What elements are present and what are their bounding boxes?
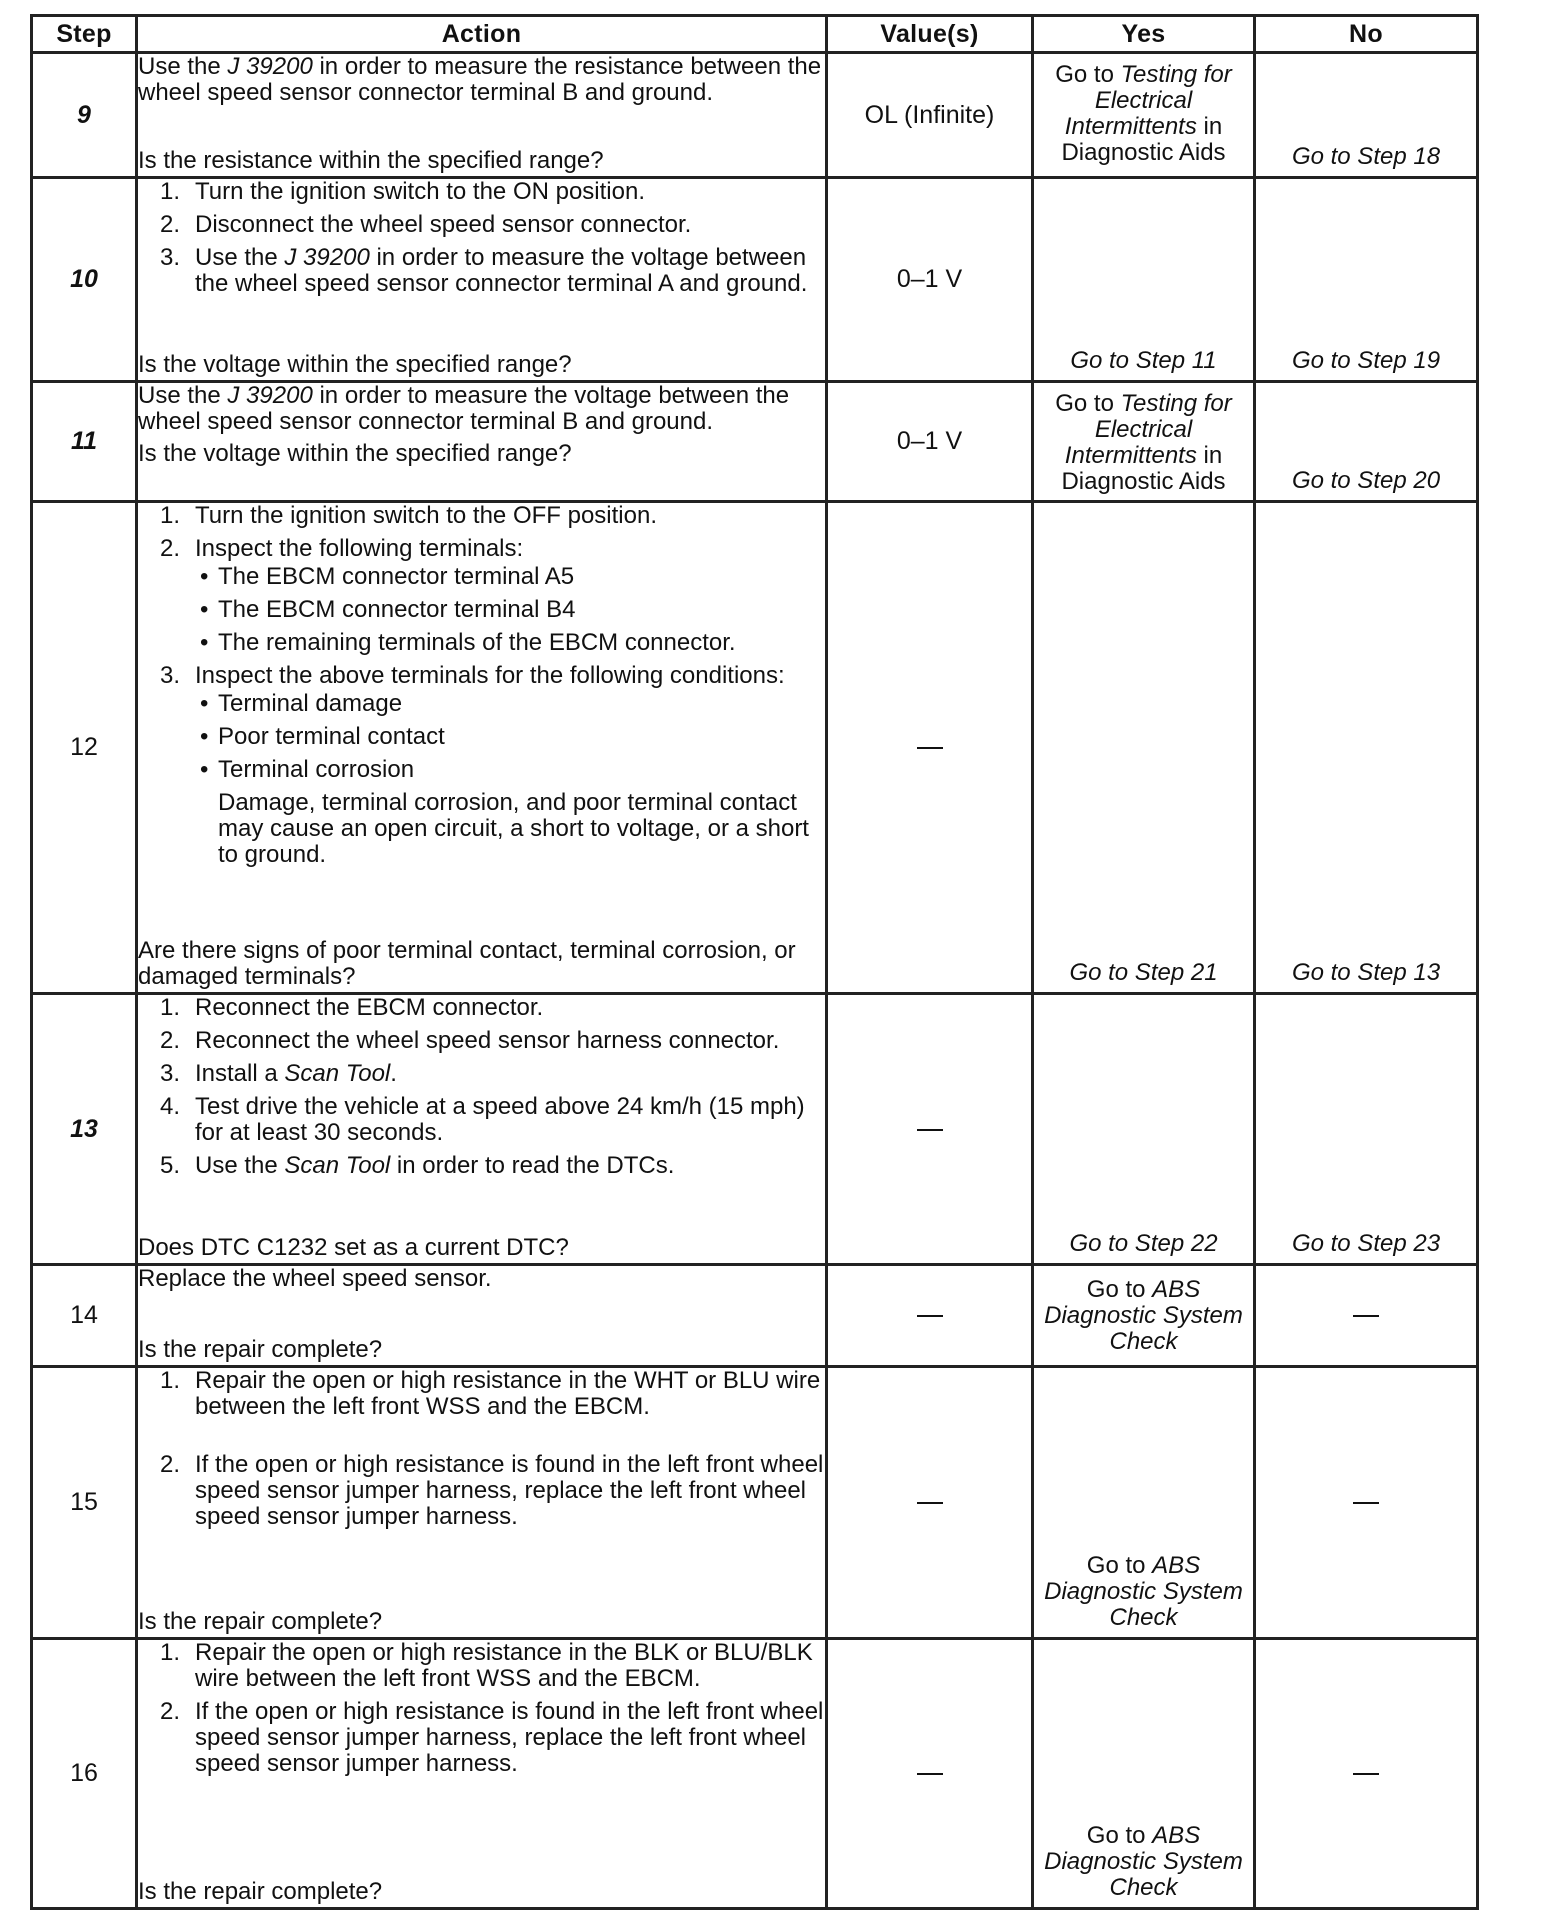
dash-icon	[917, 1129, 943, 1131]
value-cell	[827, 502, 1033, 994]
yes-link[interactable]: Go to Testing for Electrical Intermittents in Diagnostic Aids	[1055, 390, 1232, 495]
no-cell	[1255, 382, 1478, 502]
dash-icon	[917, 747, 943, 749]
condition-list	[195, 691, 825, 783]
condition-note: Damage, terminal corrosion, and poor terminal contact may cause an open circuit, a short to voltage, or a short to ground.	[218, 789, 809, 868]
dash-icon	[1353, 1502, 1379, 1504]
header-action: Action	[137, 16, 827, 53]
action-cell	[137, 1265, 827, 1367]
header-row	[32, 16, 1478, 53]
list-item: • The EBCM connector terminal B4	[195, 597, 825, 623]
table-row-step-9	[32, 53, 1478, 178]
value-cell	[827, 1367, 1033, 1639]
yes-link[interactable]: Go to Step 22	[1069, 1230, 1218, 1257]
header-yes: Yes	[1033, 16, 1255, 53]
action-question: Is the resistance within the specified range?	[138, 147, 604, 174]
step-number: 9	[32, 53, 137, 178]
table-row-step-16	[32, 1639, 1478, 1909]
dash-icon	[1353, 1315, 1379, 1317]
yes-link[interactable]: Go to Testing for Electrical Intermittents in Diagnostic Aids	[1055, 61, 1232, 166]
table-row-step-15	[32, 1367, 1478, 1639]
list-item: 3. Install a Scan Tool.	[160, 1060, 397, 1087]
action-question: Does DTC C1232 set as a current DTC?	[138, 1234, 569, 1261]
step-number: 13	[32, 994, 137, 1265]
dash-icon	[917, 1773, 943, 1775]
action-text: Use the J 39200 in order to measure the resistance between the wheel speed sensor connector terminal B and ground.	[138, 53, 822, 106]
dash-icon	[1353, 1773, 1379, 1775]
action-cell	[137, 382, 827, 502]
value-cell	[827, 1639, 1033, 1909]
value-cell: 0–1 V	[827, 382, 1033, 502]
yes-cell	[1033, 1367, 1255, 1639]
action-cell	[137, 502, 827, 994]
action-steps	[138, 1368, 825, 1530]
action-question: Is the voltage within the specified range?	[138, 440, 572, 467]
no-link[interactable]: Go to Step 19	[1291, 347, 1441, 374]
yes-cell	[1033, 178, 1255, 382]
action-steps	[138, 503, 825, 868]
diagnostic-procedure-table	[30, 14, 1479, 1910]
table-row-step-14	[32, 1265, 1478, 1367]
list-item: 2. Reconnect the wheel speed sensor harness connector.	[160, 1027, 780, 1054]
action-text: Use the J 39200 in order to measure the voltage between the wheel speed sensor connector terminal B and ground.	[138, 382, 790, 435]
yes-cell	[1033, 1639, 1255, 1909]
table-row-step-12	[32, 502, 1478, 994]
dash-icon	[917, 1502, 943, 1504]
step-number: 11	[32, 382, 137, 502]
header-step: Step	[32, 16, 137, 53]
dash-icon	[917, 1315, 943, 1317]
list-item: 3. Inspect the above terminals for the following conditions: • Terminal damage • Poor terminal contact • Terminal corrosion Damage, terminal corrosion, and poor terminal contact may cause an open circuit, a short to voltage, or a short to ground.	[138, 663, 825, 868]
step-number: 12	[32, 502, 137, 994]
list-item: 2. Disconnect the wheel speed sensor connector.	[160, 211, 692, 238]
no-link[interactable]: Go to Step 18	[1291, 143, 1441, 170]
list-item: • The EBCM connector terminal A5	[195, 564, 825, 590]
step-number: 15	[32, 1367, 137, 1639]
list-item: • Terminal damage	[195, 691, 825, 717]
action-steps	[138, 995, 825, 1179]
action-question: Is the voltage within the specified range?	[138, 351, 572, 378]
no-link[interactable]: Go to Step 23	[1291, 1230, 1441, 1257]
step-number: 16	[32, 1639, 137, 1909]
action-steps	[138, 179, 825, 297]
no-cell	[1255, 1367, 1478, 1639]
value-cell	[827, 994, 1033, 1265]
list-item: 1. Turn the ignition switch to the ON position.	[160, 178, 645, 205]
action-question: Is the repair complete?	[138, 1336, 383, 1363]
list-item: 3. Use the J 39200 in order to measure the voltage between the wheel speed sensor connector terminal A and ground.	[160, 244, 808, 297]
list-item: 2. If the open or high resistance is found in the left front wheel speed sensor jumper harness, replace the left front wheel speed sensor jumper harness.	[160, 1451, 824, 1530]
table-row-step-10	[32, 178, 1478, 382]
yes-link[interactable]: Go to ABS Diagnostic System Check	[1044, 1275, 1243, 1355]
yes-link[interactable]: Go to Step 11	[1070, 347, 1217, 374]
action-cell	[137, 53, 827, 178]
yes-cell	[1033, 382, 1255, 502]
list-item: • Poor terminal contact	[195, 724, 825, 750]
terminal-list	[195, 564, 825, 656]
no-cell	[1255, 502, 1478, 994]
no-cell	[1255, 994, 1478, 1265]
no-cell	[1255, 178, 1478, 382]
list-item: • The remaining terminals of the EBCM connector.	[195, 630, 825, 656]
action-cell	[137, 994, 827, 1265]
action-question: Is the repair complete?	[138, 1878, 383, 1905]
header-no: No	[1255, 16, 1478, 53]
step-number: 14	[32, 1265, 137, 1367]
no-cell	[1255, 53, 1478, 178]
list-item: 1. Repair the open or high resistance in the BLK or BLU/BLK wire between the left front WSS and the EBCM.	[160, 1639, 813, 1692]
table-row-step-11	[32, 382, 1478, 502]
action-question: Is the repair complete?	[138, 1608, 383, 1635]
action-question: Are there signs of poor terminal contact, terminal corrosion, or damaged terminals?	[138, 937, 796, 990]
list-item: 1. Reconnect the EBCM connector.	[160, 994, 544, 1021]
yes-link[interactable]: Go to ABS Diagnostic System Check	[1044, 1822, 1243, 1901]
header-values: Value(s)	[827, 16, 1033, 53]
action-cell	[137, 1639, 827, 1909]
list-item: 5. Use the Scan Tool in order to read the DTCs.	[160, 1152, 675, 1179]
yes-cell	[1033, 53, 1255, 178]
no-cell	[1255, 1639, 1478, 1909]
list-item: 2. Inspect the following terminals: • The EBCM connector terminal A5 • The EBCM connector terminal B4 • The remaining terminals of the EBCM connector.	[138, 536, 825, 656]
no-cell	[1255, 1265, 1478, 1367]
list-item: • Terminal corrosion	[195, 757, 825, 783]
list-item: 1. Repair the open or high resistance in the WHT or BLU wire between the left front WSS and the EBCM.	[160, 1367, 821, 1420]
yes-link[interactable]: Go to Step 21	[1069, 959, 1218, 986]
value-cell: OL (Infinite)	[827, 53, 1033, 178]
step-number: 10	[32, 178, 137, 382]
value-cell: 0–1 V	[827, 178, 1033, 382]
action-steps	[138, 1640, 825, 1777]
list-item: 2. If the open or high resistance is found in the left front wheel speed sensor jumper harness, replace the left front wheel speed sensor jumper harness.	[160, 1698, 824, 1777]
action-cell	[137, 178, 827, 382]
yes-cell	[1033, 502, 1255, 994]
table-row-step-13	[32, 994, 1478, 1265]
list-item: 4. Test drive the vehicle at a speed above 24 km/h (15 mph) for at least 30 seconds.	[160, 1093, 805, 1146]
yes-cell	[1033, 994, 1255, 1265]
action-cell	[137, 1367, 827, 1639]
yes-link[interactable]: Go to ABS Diagnostic System Check	[1044, 1552, 1243, 1631]
no-link[interactable]: Go to Step 13	[1291, 959, 1441, 986]
list-item: 1. Turn the ignition switch to the OFF position.	[160, 502, 657, 529]
value-cell	[827, 1265, 1033, 1367]
no-link[interactable]: Go to Step 20	[1291, 467, 1441, 494]
yes-cell	[1033, 1265, 1255, 1367]
action-text: Replace the wheel speed sensor.	[138, 1265, 492, 1292]
